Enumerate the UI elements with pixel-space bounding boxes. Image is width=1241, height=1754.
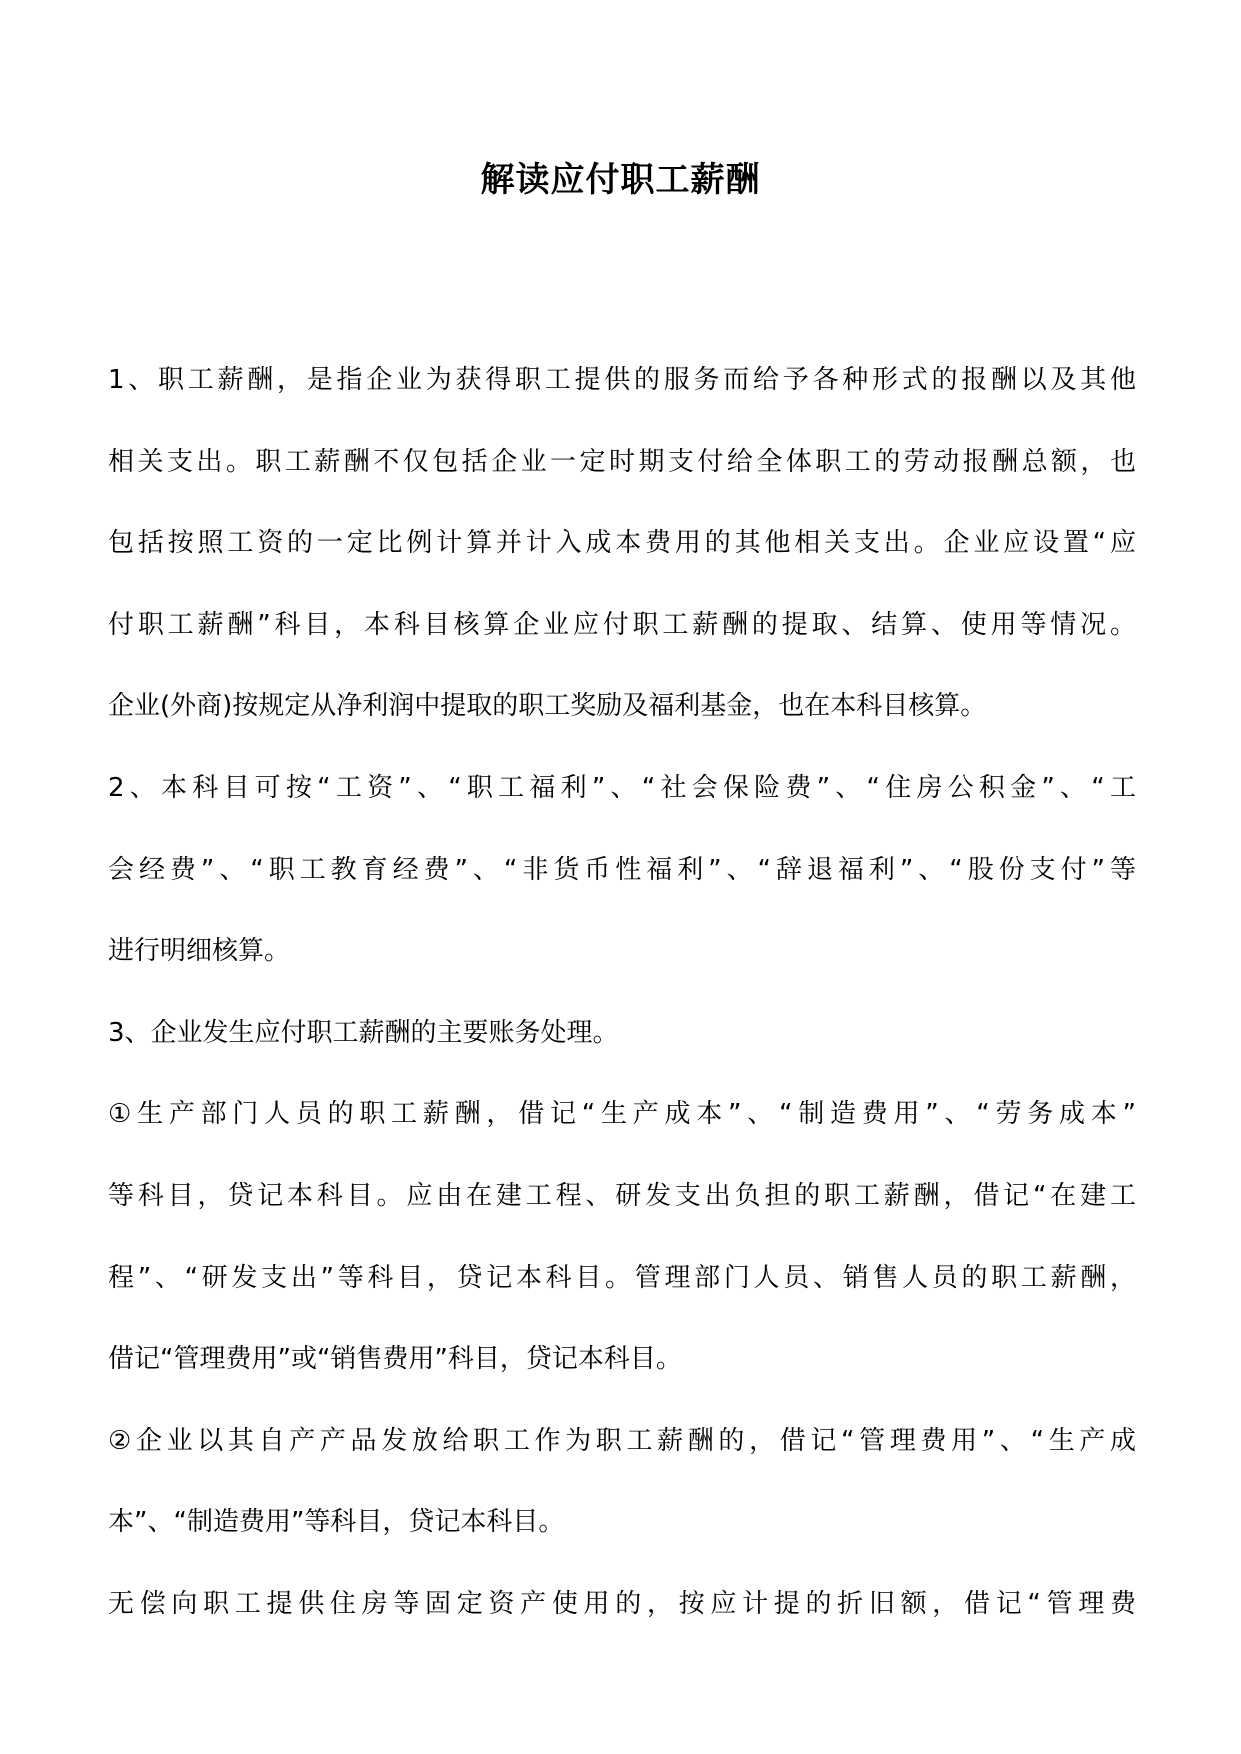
text-line: 程”、“研发支出”等科目，贷记本科目。管理部门人员、销售人员的职工薪酬， xyxy=(108,1262,1136,1293)
document-body xyxy=(108,340,1136,1646)
document-title: 解读应付职工薪酬 xyxy=(480,160,761,200)
text-line: 借记“管理费用”或“销售费用”科目，贷记本科目。 xyxy=(108,1344,682,1375)
text-line: 企业(外商)按规定从净利润中提取的职工奖励及福利基金，也在本科目核算。 xyxy=(108,691,987,722)
text-line: ①生产部门人员的职工薪酬，借记“生产成本”、“制造费用”、“劳务成本” xyxy=(108,1099,1136,1130)
text-line: 进行明细核算。 xyxy=(108,936,291,967)
text-line: 包括按照工资的一定比例计算并计入成本费用的其他相关支出。企业应设置“应 xyxy=(108,528,1136,559)
text-line: 相关支出。职工薪酬不仅包括企业一定时期支付给全体职工的劳动报酬总额，也 xyxy=(108,446,1136,477)
text-line: 等科目，贷记本科目。应由在建工程、研发支出负担的职工薪酬，借记“在建工 xyxy=(108,1180,1136,1211)
text-line: 3、企业发生应付职工薪酬的主要账务处理。 xyxy=(108,1017,619,1048)
text-line: ②企业以其自产产品发放给职工作为职工薪酬的，借记“管理费用”、“生产成 xyxy=(108,1425,1136,1456)
text-line: 1、职工薪酬，是指企业为获得职工提供的服务而给予各种形式的报酬以及其他 xyxy=(108,365,1136,395)
text-line: 2、本科目可按“工资”、“职工福利”、“社会保险费”、“住房公积金”、“工 xyxy=(108,772,1136,803)
text-line: 本”、“制造费用”等科目，贷记本科目。 xyxy=(108,1507,565,1538)
text-line: 付职工薪酬”科目，本科目核算企业应付职工薪酬的提取、结算、使用等情况。 xyxy=(108,609,1136,640)
text-line: 会经费”、“职工教育经费”、“非货币性福利”、“辞退福利”、“股份支付”等 xyxy=(108,854,1136,885)
text-line: 无偿向职工提供住房等固定资产使用的，按应计提的折旧额，借记“管理费 xyxy=(108,1588,1136,1619)
